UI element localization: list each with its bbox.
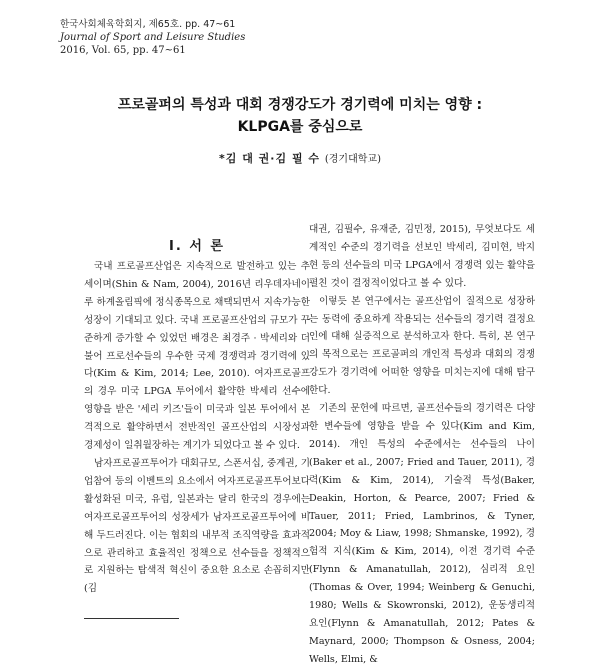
right-column [309, 221, 535, 669]
body-paragraph: 국내 프로골프산업은 지속적으로 발전하고 있는 추세이며(Shin & Nam, 2004), 2016년 리우데자네이루 하계올림픽에 정식종목으로 채택되면서 지속가능한 성장이 기대되고 있다. 국내 프로골프산업의 규모가 꾸준하게 증가할 수 있었던 배경은 최경주 · 박세리와 더불어 프로선수들의 우수한 국제 경쟁력과 경기력에 있다(Kim & Kim, 2014; Lee, 2010). 여자프로골프의 경우 미국 LPGA 투어에서 활약한 박세리 선수에 영향을 받은 '세리 키즈'들이 미국과 일본 투어에서 본격적으로 활약하면서 전반적인 골프산업의 시장성과 경제성이 일취월장하는 계기가 되었다고 볼 수 있다. [84, 261, 310, 452]
body-paragraph: 남자프로골프투어가 대회규모, 스폰서십, 중계권, 기업참여 등의 이벤트의 요소에서 여자프로골프투어보다 활성화된 미국, 유럽, 일본과는 달리 한국의 경우에는 여자프로골프투어의 성장세가 남자프로골프투어에 비해 두드러진다. 이는 협회의 내부적 조직역량을 효과적으로 관리하고 효율적인 정책으로 선수들을 정책적으로 지원하는 탐색적 혁신이 중요한 요소로 손꼽히지만(김 [84, 457, 310, 595]
paper-title-line1: 프로골퍼의 특성과 대회 경쟁강도가 경기력에 미치는 영향 : [117, 97, 483, 113]
paper-title-line2: KLPGA를 중심으로 [237, 119, 363, 135]
author-line [0, 150, 600, 166]
body-paragraph: 대권, 김필수, 유재준, 김민정, 2015), 무엇보다도 세계적인 수준의 경기력을 선보인 박세리, 김미현, 박지현 등의 선수들의 미국 LPGA에서 경쟁력 있는 활약을 펼친 것이 결정적이었다고 볼 수 있다. [309, 224, 535, 289]
author-affiliation: (경기대학교) [324, 154, 381, 165]
journal-volume: 2016, Vol. 65, pp. 47~61 [60, 45, 186, 56]
body-paragraph: 이렇듯 본 연구에서는 골프산업이 질적으로 성장하는 동력에 중요하게 작용되는 선수들의 경기력 결정요인에 대해 실증적으로 분석하고자 한다. 특히, 본 연구의 목적으로는 프로골퍼의 개인적 특성과 대회의 경쟁강도가 경기력에 어떠한 영향을 미치는지에 대해 탐구한다. [309, 295, 535, 397]
section-title: Ⅰ. 서 론 [169, 239, 225, 254]
left-column [84, 258, 310, 598]
journal-header [60, 18, 245, 57]
paper-title [0, 94, 600, 138]
journal-name-korean: 한국사회체육학회지, 제65호. pp. 47~61 [60, 19, 236, 30]
body-paragraph: 기존의 문헌에 따르면, 골프선수들의 경기력은 다양한 변수들에 영향을 받을 수 있다(Kim and Kim, 2014). 개인 특성의 수준에서는 선수들의 나이(Baker et al., 2007; Fried and Tauer, 2011), 경력(Kim & Kim, 2014), 기술적 특성(Baker, Deakin, Horton, & Pearce, 2007; Fried & Tauer, 2011; Fried, Lambrinos, & Tyner, 2004; Moy & Liaw, 1998; Shmanske, 1992), 경험적 지식(Kim & Kim, 2014), 이전 경기력 수준(Flynn & Amanatullah, 2012), 심리적 요인(Thomas & Over, 1994; Weinberg & Genuchi, 1980; Wells & Skowronski, 2012), 운동생리적 요인(Flynn & Amanatullah, 2012; Pates & Maynard, 2000; Thompson & Osness, 2004; Wells, Elmi, & [309, 403, 535, 665]
footnote-divider [84, 618, 179, 619]
journal-name-english: Journal of Sport and Leisure Studies [60, 32, 246, 43]
author-names: *김 대 권·김 필 수 [219, 152, 321, 165]
